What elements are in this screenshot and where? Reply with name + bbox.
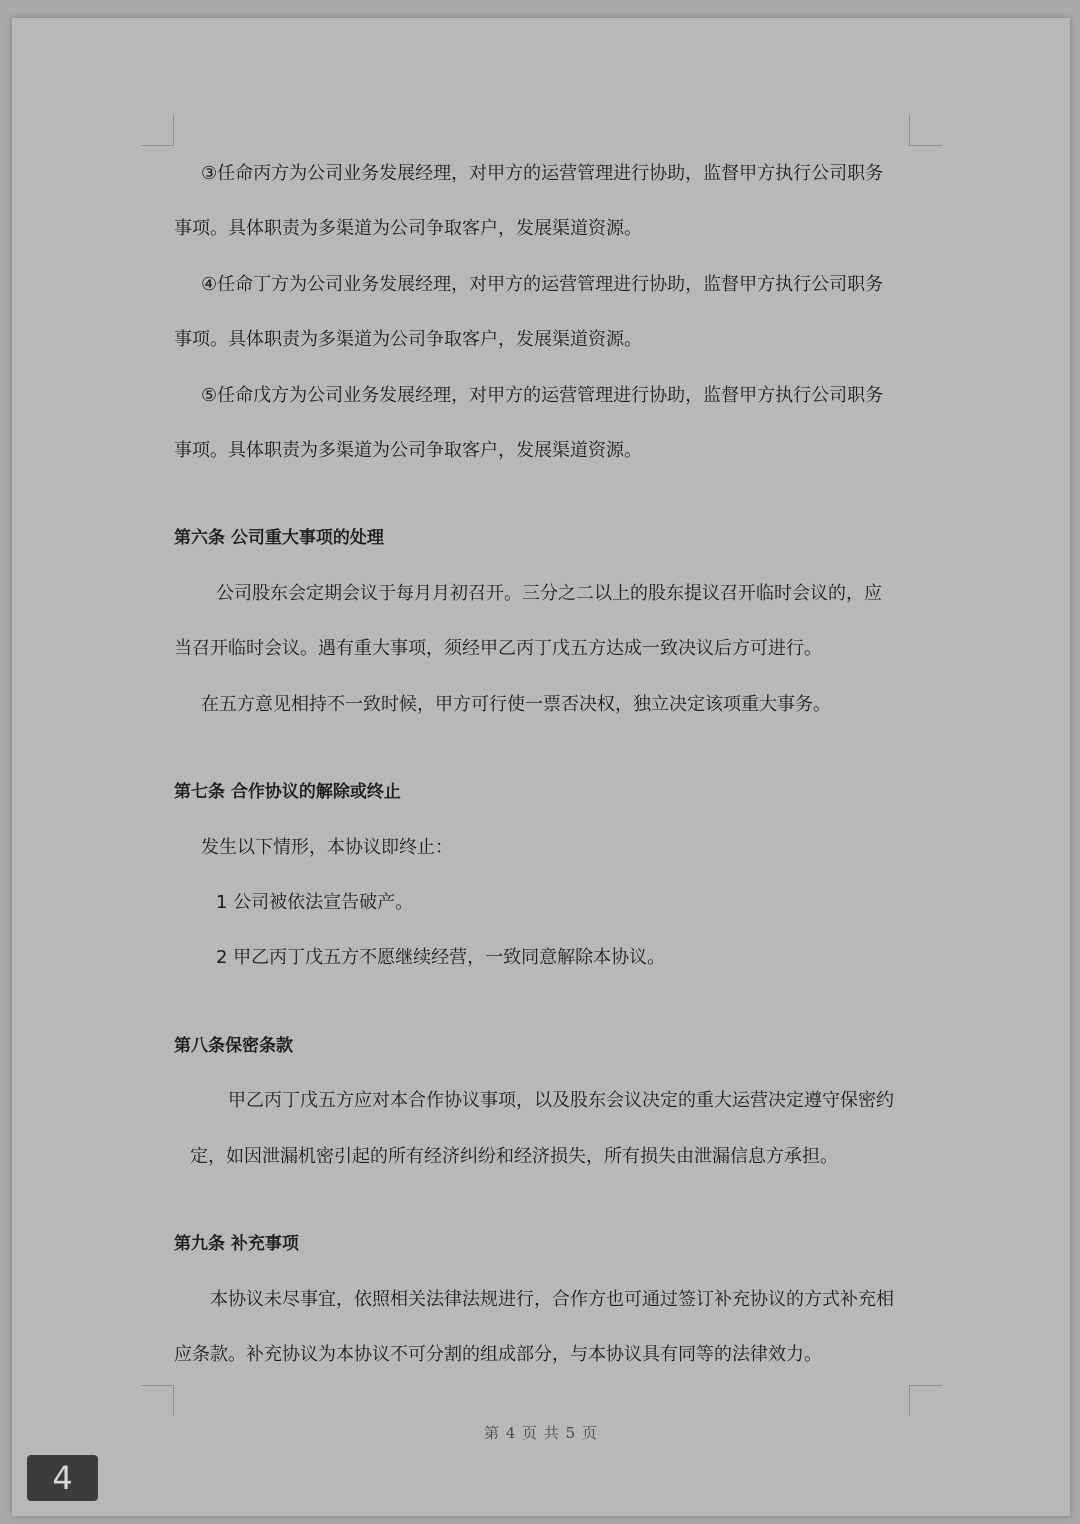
paragraph-line: 发生以下情形，本协议即终止： [201, 837, 453, 858]
paragraph-line: 应条款。补充协议为本协议不可分割的组成部分，与本协议具有同等的法律效力。 [174, 1344, 822, 1365]
margin-mark-bottom-left [141, 1385, 174, 1416]
margin-mark-bottom-right [909, 1385, 942, 1416]
paragraph-line: 在五方意见相持不一致时候，甲方可行使一票否决权，独立决定该项重大事务。 [201, 694, 831, 715]
document-page [12, 18, 1070, 1516]
paragraph-line: 本协议未尽事宜，依照相关法律法规进行，合作方也可通过签订补充协议的方式补充相 [210, 1289, 894, 1310]
paragraph-line: 事项。具体职责为多渠道为公司争取客户，发展渠道资源。 [174, 440, 642, 461]
section-heading: 第九条 补充事项 [174, 1234, 299, 1254]
paragraph-line: ⑤任命戊方为公司业务发展经理，对甲方的运营管理进行协助，监督甲方执行公司职务 [201, 385, 884, 406]
section-heading: 第八条保密条款 [174, 1036, 293, 1056]
margin-mark-top-left [141, 115, 174, 146]
paragraph-line: ④任命丁方为公司业务发展经理，对甲方的运营管理进行协助，监督甲方执行公司职务 [201, 274, 884, 295]
section-heading: 第六条 公司重大事项的处理 [174, 528, 384, 548]
paragraph-line: 公司股东会定期会议于每月月初召开。三分之二以上的股东提议召开临时会议的，应 [216, 583, 882, 604]
paragraph-line: 事项。具体职责为多渠道为公司争取客户，发展渠道资源。 [174, 329, 642, 350]
paragraph-line: 事项。具体职责为多渠道为公司争取客户，发展渠道资源。 [174, 218, 642, 239]
paragraph-line: 当召开临时会议。遇有重大事项，须经甲乙丙丁戊五方达成一致决议后方可进行。 [174, 638, 822, 659]
paragraph-line: 定，如因泄漏机密引起的所有经济纠纷和经济损失，所有损失由泄漏信息方承担。 [190, 1146, 838, 1167]
page-number-badge[interactable]: 4 [27, 1455, 98, 1501]
margin-mark-top-right [909, 115, 942, 146]
paragraph-line: 甲乙丙丁戊五方应对本合作协议事项，以及股东会议决定的重大运营决定遵守保密约 [228, 1090, 894, 1111]
section-heading: 第七条 合作协议的解除或终止 [174, 782, 401, 802]
paragraph-line: ③任命丙方为公司业务发展经理，对甲方的运营管理进行协助，监督甲方执行公司职务 [201, 163, 884, 184]
list-item: 2 甲乙丙丁戊五方不愿继续经营，一致同意解除本协议。 [216, 947, 666, 968]
list-item: 1 公司被依法宣告破产。 [216, 892, 414, 913]
page-footer: 第 4 页 共 5 页 [484, 1424, 598, 1442]
